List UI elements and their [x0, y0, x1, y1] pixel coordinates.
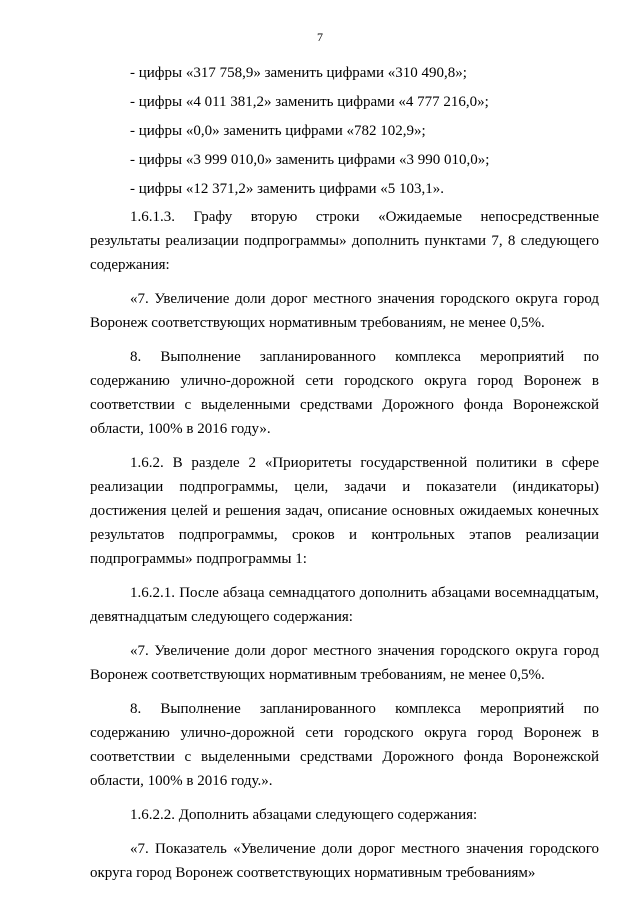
paragraph-indicator-7: «7. Показатель «Увеличение доли дорог местного значения городского округа город Воронеж соответствующих нормативным требованиям»: [90, 841, 599, 881]
document-body: [90, 60, 599, 885]
paragraph-item-7: «7. Увеличение доли дорог местного значения городского округа город Воронеж соответствующих нормативным требованиям, не менее 0,5%.: [90, 643, 599, 683]
page-number: 7: [317, 30, 323, 44]
paragraph-1-6-1-3: 1.6.1.3. Графу вторую строки «Ожидаемые непосредственные результаты реализации подпрограммы» дополнить пунктами 7, 8 следующего содержания:: [90, 209, 599, 273]
paragraph-1-6-2: 1.6.2. В разделе 2 «Приоритеты государственной политики в сфере реализации подпрограммы, цели, задачи и показатели (индикаторы) достижения целей и решения задач, описание основных ожидаемых конечных результатов подпрограммы, сроков и контрольных этапов реализации подпрограммы» подпрограммы 1:: [90, 455, 599, 567]
replacement-item: - цифры «12 371,2» заменить цифрами «5 103,1».: [130, 181, 444, 197]
paragraph-1-6-2-1: 1.6.2.1. После абзаца семнадцатого дополнить абзацами восемнадцатым, девятнадцатым следующего содержания:: [90, 585, 599, 625]
replacement-item: - цифры «317 758,9» заменить цифрами «310 490,8»;: [130, 65, 467, 81]
replacement-item: - цифры «3 999 010,0» заменить цифрами «3 990 010,0»;: [130, 152, 490, 168]
paragraph-1-6-2-2: 1.6.2.2. Дополнить абзацами следующего содержания:: [130, 807, 478, 823]
replacement-item: - цифры «4 011 381,2» заменить цифрами «4 777 216,0»;: [130, 94, 489, 110]
paragraph-item-8: 8. Выполнение запланированного комплекса мероприятий по содержанию улично-дорожной сети городского округа город Воронеж в соответствии с выделенными средствами Дорожного фонда Воронежской области, 100% в 2016 году».: [90, 349, 599, 437]
paragraph-item-7: «7. Увеличение доли дорог местного значения городского округа город Воронеж соответствующих нормативным требованиям, не менее 0,5%.: [90, 291, 599, 331]
paragraph-item-8: 8. Выполнение запланированного комплекса мероприятий по содержанию улично-дорожной сети городского округа город Воронеж в соответствии с выделенными средствами Дорожного фонда Воронежской области, 100% в 2016 году.».: [90, 701, 599, 789]
replacement-item: - цифры «0,0» заменить цифрами «782 102,9»;: [130, 123, 426, 139]
